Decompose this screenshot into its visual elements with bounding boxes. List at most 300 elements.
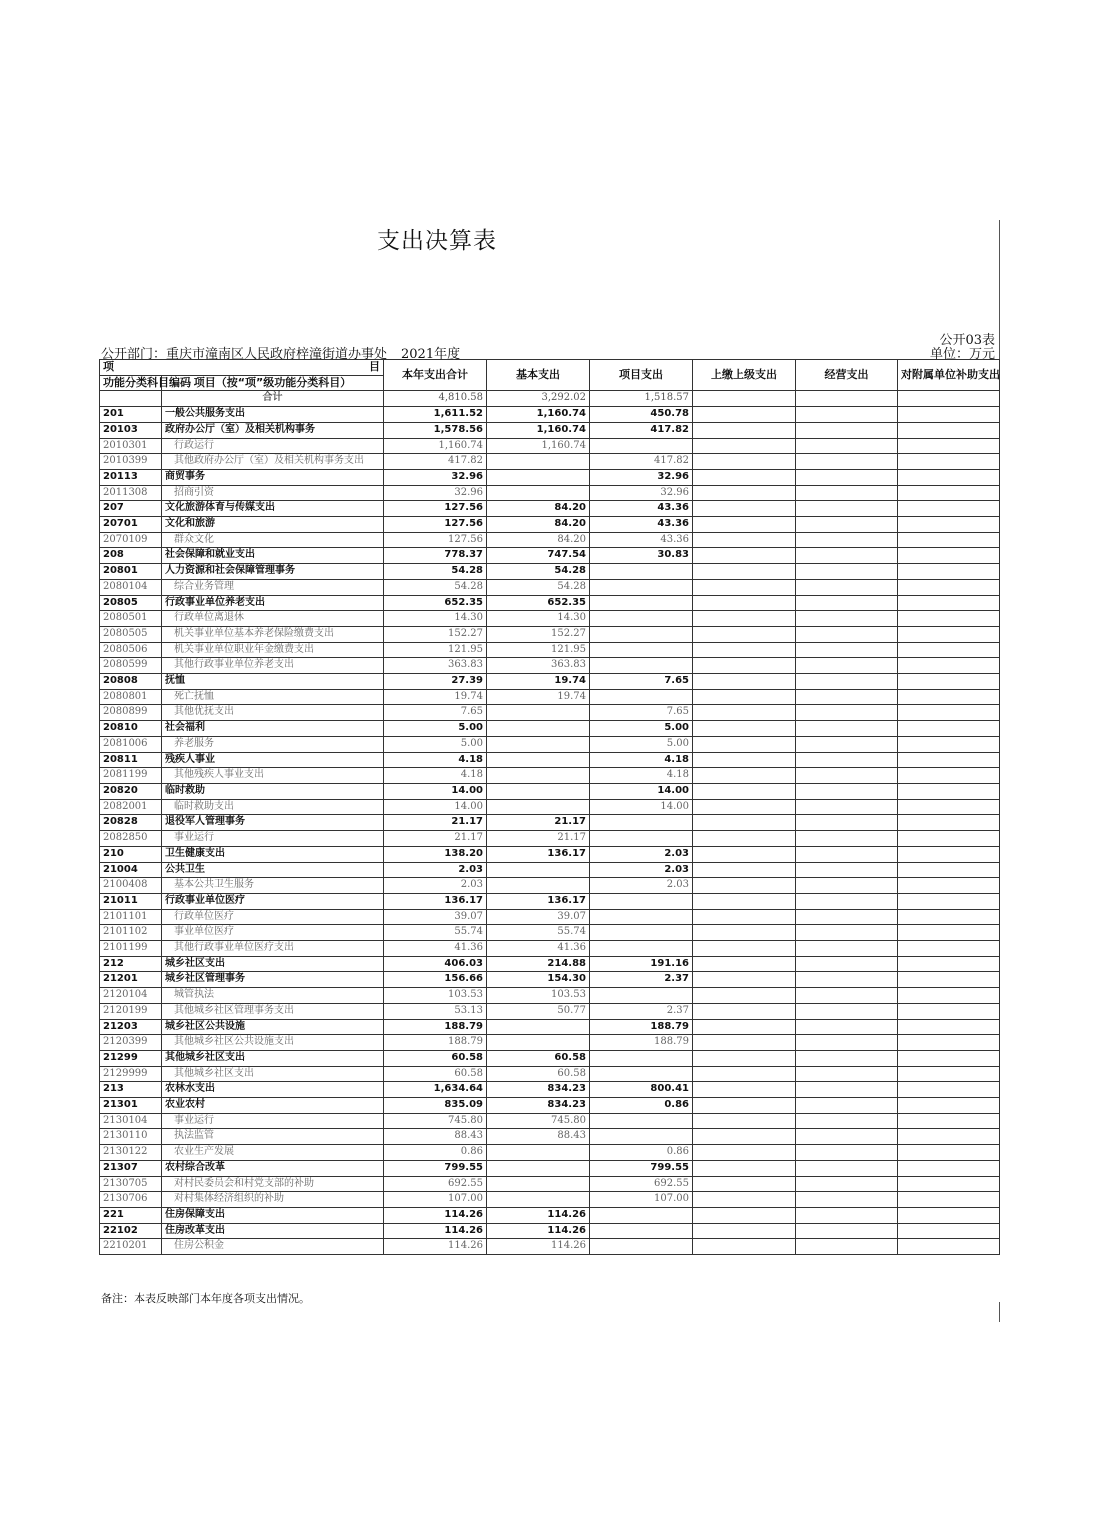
- subsidy-cell: [898, 1176, 1000, 1192]
- subsidy-cell: [898, 626, 1000, 642]
- upper-cell: [693, 1207, 796, 1223]
- subsidy-cell: [898, 517, 1000, 533]
- basic-cell: 363.83: [487, 658, 590, 674]
- header-upper: 上缴上级支出: [693, 360, 796, 391]
- name-cell: 死亡抚恤: [162, 689, 384, 705]
- total-cell: 114.26: [384, 1239, 487, 1255]
- code-cell: 21004: [100, 862, 162, 878]
- operate-cell: [796, 1082, 898, 1098]
- operate-cell: [796, 736, 898, 752]
- subsidy-cell: [898, 831, 1000, 847]
- subsidy-cell: [898, 721, 1000, 737]
- total-cell: 0.86: [384, 1145, 487, 1161]
- project-cell: [590, 595, 693, 611]
- name-cell: 综合业务管理: [162, 579, 384, 595]
- project-cell: 43.36: [590, 532, 693, 548]
- code-cell: 20810: [100, 721, 162, 737]
- subsidy-cell: [898, 893, 1000, 909]
- basic-cell: [487, 736, 590, 752]
- project-cell: 0.86: [590, 1145, 693, 1161]
- upper-cell: [693, 1160, 796, 1176]
- basic-cell: 1,160.74: [487, 422, 590, 438]
- table-row: [100, 1223, 1000, 1239]
- subsidy-cell: [898, 595, 1000, 611]
- basic-cell: 54.28: [487, 564, 590, 580]
- basic-cell: 114.26: [487, 1207, 590, 1223]
- upper-cell: [693, 407, 796, 423]
- table-row: [100, 1066, 1000, 1082]
- basic-cell: 84.20: [487, 517, 590, 533]
- total-cell: 136.17: [384, 893, 487, 909]
- table-row: [100, 454, 1000, 470]
- basic-cell: [487, 1176, 590, 1192]
- basic-cell: 19.74: [487, 674, 590, 690]
- operate-cell: [796, 862, 898, 878]
- upper-cell: [693, 548, 796, 564]
- total-cell: 14.00: [384, 783, 487, 799]
- project-cell: [590, 909, 693, 925]
- upper-cell: [693, 878, 796, 894]
- total-cell: 60.58: [384, 1050, 487, 1066]
- name-cell: 其他政府办公厅（室）及相关机构事务支出: [162, 454, 384, 470]
- table-row: [100, 1003, 1000, 1019]
- subsidy-cell: [898, 988, 1000, 1004]
- total-cell: 21.17: [384, 831, 487, 847]
- operate-cell: [796, 878, 898, 894]
- name-cell: 养老服务: [162, 736, 384, 752]
- code-cell: 22102: [100, 1223, 162, 1239]
- header-subsidy: 对附属单位补助支出: [898, 360, 1000, 391]
- subsidy-cell: [898, 1207, 1000, 1223]
- code-cell: 20103: [100, 422, 162, 438]
- code-cell: 2120199: [100, 1003, 162, 1019]
- table-row: [100, 548, 1000, 564]
- project-cell: [590, 1066, 693, 1082]
- table-row: [100, 1113, 1000, 1129]
- basic-cell: 50.77: [487, 1003, 590, 1019]
- code-cell: 20805: [100, 595, 162, 611]
- subsidy-cell: [898, 1066, 1000, 1082]
- code-cell: 212: [100, 956, 162, 972]
- table-row: [100, 878, 1000, 894]
- project-cell: 7.65: [590, 674, 693, 690]
- basic-cell: [487, 1160, 590, 1176]
- name-cell: 其他城乡社区支出: [162, 1050, 384, 1066]
- upper-cell: [693, 611, 796, 627]
- expenditure-table: [99, 359, 1000, 1255]
- upper-cell: [693, 391, 796, 407]
- table-row: [100, 846, 1000, 862]
- operate-cell: [796, 909, 898, 925]
- basic-cell: 3,292.02: [487, 391, 590, 407]
- project-cell: [590, 831, 693, 847]
- subsidy-cell: [898, 1098, 1000, 1114]
- subsidy-cell: [898, 925, 1000, 941]
- subsidy-cell: [898, 407, 1000, 423]
- subsidy-cell: [898, 548, 1000, 564]
- name-cell: 临时救助: [162, 783, 384, 799]
- upper-cell: [693, 815, 796, 831]
- name-cell: 其他行政事业单位养老支出: [162, 658, 384, 674]
- operate-cell: [796, 391, 898, 407]
- header-project: 项目支出: [590, 360, 693, 391]
- code-cell: 2080104: [100, 579, 162, 595]
- basic-cell: 54.28: [487, 579, 590, 595]
- basic-cell: [487, 783, 590, 799]
- subsidy-cell: [898, 438, 1000, 454]
- table-row: [100, 831, 1000, 847]
- table-row: [100, 768, 1000, 784]
- subsidy-cell: [898, 469, 1000, 485]
- total-cell: 41.36: [384, 941, 487, 957]
- project-cell: 14.00: [590, 783, 693, 799]
- upper-cell: [693, 768, 796, 784]
- operate-cell: [796, 815, 898, 831]
- basic-cell: 154.30: [487, 972, 590, 988]
- operate-cell: [796, 438, 898, 454]
- total-cell: 152.27: [384, 626, 487, 642]
- total-cell: 2.03: [384, 862, 487, 878]
- subsidy-cell: [898, 799, 1000, 815]
- project-cell: 450.78: [590, 407, 693, 423]
- code-cell: 21203: [100, 1019, 162, 1035]
- total-cell: 107.00: [384, 1192, 487, 1208]
- project-cell: 2.03: [590, 878, 693, 894]
- project-cell: 43.36: [590, 501, 693, 517]
- upper-cell: [693, 1003, 796, 1019]
- project-cell: [590, 893, 693, 909]
- subsidy-cell: [898, 689, 1000, 705]
- total-cell: 188.79: [384, 1019, 487, 1035]
- name-cell: 农村综合改革: [162, 1160, 384, 1176]
- name-cell: 事业单位医疗: [162, 925, 384, 941]
- project-cell: [590, 642, 693, 658]
- name-cell: 其他残疾人事业支出: [162, 768, 384, 784]
- header-mu: 目: [162, 360, 384, 376]
- table-row: [100, 407, 1000, 423]
- project-cell: 32.96: [590, 485, 693, 501]
- project-cell: 191.16: [590, 956, 693, 972]
- code-cell: 20811: [100, 752, 162, 768]
- total-cell: 32.96: [384, 469, 487, 485]
- subsidy-cell: [898, 1050, 1000, 1066]
- upper-cell: [693, 862, 796, 878]
- code-cell: 20820: [100, 783, 162, 799]
- name-cell: 其他优抚支出: [162, 705, 384, 721]
- total-cell: 1,611.52: [384, 407, 487, 423]
- project-cell: 2.37: [590, 1003, 693, 1019]
- name-cell: 行政事业单位医疗: [162, 893, 384, 909]
- basic-cell: 84.20: [487, 532, 590, 548]
- subsidy-cell: [898, 1223, 1000, 1239]
- name-cell: 基本公共卫生服务: [162, 878, 384, 894]
- code-cell: 2130706: [100, 1192, 162, 1208]
- project-cell: [590, 626, 693, 642]
- upper-cell: [693, 1035, 796, 1051]
- upper-cell: [693, 956, 796, 972]
- upper-cell: [693, 1098, 796, 1114]
- code-cell: 2120399: [100, 1035, 162, 1051]
- name-cell: 农业生产发展: [162, 1145, 384, 1161]
- name-cell: 其他行政事业单位医疗支出: [162, 941, 384, 957]
- total-cell: 103.53: [384, 988, 487, 1004]
- name-cell: 政府办公厅（室）及相关机构事务: [162, 422, 384, 438]
- operate-cell: [796, 1019, 898, 1035]
- basic-cell: 60.58: [487, 1066, 590, 1082]
- basic-cell: 114.26: [487, 1239, 590, 1255]
- name-cell: 临时救助支出: [162, 799, 384, 815]
- basic-cell: [487, 469, 590, 485]
- code-cell: 2101102: [100, 925, 162, 941]
- total-cell: 14.00: [384, 799, 487, 815]
- project-cell: 188.79: [590, 1035, 693, 1051]
- operate-cell: [796, 831, 898, 847]
- code-cell: 208: [100, 548, 162, 564]
- project-cell: [590, 611, 693, 627]
- subsidy-cell: [898, 815, 1000, 831]
- total-cell: 1,634.64: [384, 1082, 487, 1098]
- name-cell: 城乡社区支出: [162, 956, 384, 972]
- operate-cell: [796, 658, 898, 674]
- project-cell: 2.03: [590, 846, 693, 862]
- total-cell: 745.80: [384, 1113, 487, 1129]
- name-cell: 社会保障和就业支出: [162, 548, 384, 564]
- table-row: [100, 815, 1000, 831]
- project-cell: 417.82: [590, 454, 693, 470]
- table-row: [100, 1192, 1000, 1208]
- upper-cell: [693, 454, 796, 470]
- subsidy-cell: [898, 485, 1000, 501]
- basic-cell: 136.17: [487, 846, 590, 862]
- subsidy-cell: [898, 783, 1000, 799]
- total-cell: 188.79: [384, 1035, 487, 1051]
- basic-cell: 121.95: [487, 642, 590, 658]
- name-cell: 其他城乡社区公共设施支出: [162, 1035, 384, 1051]
- code-cell: 221: [100, 1207, 162, 1223]
- total-cell: 417.82: [384, 454, 487, 470]
- project-cell: [590, 1223, 693, 1239]
- code-cell: 21299: [100, 1050, 162, 1066]
- upper-cell: [693, 736, 796, 752]
- subsidy-cell: [898, 422, 1000, 438]
- header-name: 项目（按“项”级功能分类科目）: [162, 375, 384, 391]
- table-row: [100, 642, 1000, 658]
- name-cell: 机关事业单位基本养老保险缴费支出: [162, 626, 384, 642]
- table-row: [100, 485, 1000, 501]
- header-total: 本年支出合计: [384, 360, 487, 391]
- upper-cell: [693, 1223, 796, 1239]
- name-cell: 群众文化: [162, 532, 384, 548]
- basic-cell: [487, 721, 590, 737]
- table-row: [100, 972, 1000, 988]
- project-cell: 0.86: [590, 1098, 693, 1114]
- upper-cell: [693, 595, 796, 611]
- table-row: [100, 532, 1000, 548]
- upper-cell: [693, 1066, 796, 1082]
- operate-cell: [796, 1192, 898, 1208]
- upper-cell: [693, 799, 796, 815]
- table-row: [100, 752, 1000, 768]
- basic-cell: 1,160.74: [487, 438, 590, 454]
- total-cell: 54.28: [384, 564, 487, 580]
- name-cell: 住房公积金: [162, 1239, 384, 1255]
- upper-cell: [693, 626, 796, 642]
- operate-cell: [796, 941, 898, 957]
- fiscal-year: 2021年度: [401, 347, 461, 362]
- code-cell: 2210201: [100, 1239, 162, 1255]
- total-cell: 21.17: [384, 815, 487, 831]
- name-cell: 农业农村: [162, 1098, 384, 1114]
- total-cell: 363.83: [384, 658, 487, 674]
- total-cell: 127.56: [384, 517, 487, 533]
- basic-cell: 88.43: [487, 1129, 590, 1145]
- name-cell: 抚恤: [162, 674, 384, 690]
- operate-cell: [796, 674, 898, 690]
- table-row: [100, 1035, 1000, 1051]
- page-title: 支出决算表: [377, 228, 497, 254]
- upper-cell: [693, 642, 796, 658]
- project-cell: [590, 658, 693, 674]
- operate-cell: [796, 972, 898, 988]
- operate-cell: [796, 1129, 898, 1145]
- subsidy-cell: [898, 972, 1000, 988]
- basic-cell: 834.23: [487, 1098, 590, 1114]
- operate-cell: [796, 422, 898, 438]
- project-cell: 417.82: [590, 422, 693, 438]
- name-cell: 城管执法: [162, 988, 384, 1004]
- code-cell: 20113: [100, 469, 162, 485]
- project-cell: 4.18: [590, 752, 693, 768]
- subsidy-cell: [898, 752, 1000, 768]
- basic-cell: [487, 1035, 590, 1051]
- code-cell: 2080599: [100, 658, 162, 674]
- project-cell: 2.37: [590, 972, 693, 988]
- name-cell: 行政运行: [162, 438, 384, 454]
- project-cell: 107.00: [590, 1192, 693, 1208]
- code-cell: 2120104: [100, 988, 162, 1004]
- subsidy-cell: [898, 658, 1000, 674]
- total-cell: 835.09: [384, 1098, 487, 1114]
- code-cell: 2130122: [100, 1145, 162, 1161]
- upper-cell: [693, 1019, 796, 1035]
- operate-cell: [796, 783, 898, 799]
- total-cell: 778.37: [384, 548, 487, 564]
- table-row: [100, 579, 1000, 595]
- total-cell: 55.74: [384, 925, 487, 941]
- name-cell: 机关事业单位职业年金缴费支出: [162, 642, 384, 658]
- basic-cell: [487, 1192, 590, 1208]
- project-cell: 43.36: [590, 517, 693, 533]
- header-operate: 经营支出: [796, 360, 898, 391]
- project-cell: [590, 925, 693, 941]
- basic-cell: 60.58: [487, 1050, 590, 1066]
- table-row: [100, 1176, 1000, 1192]
- operate-cell: [796, 564, 898, 580]
- table-row: [100, 1129, 1000, 1145]
- total-cell: 138.20: [384, 846, 487, 862]
- project-cell: [590, 941, 693, 957]
- total-cell: 5.00: [384, 736, 487, 752]
- project-cell: 7.65: [590, 705, 693, 721]
- basic-cell: [487, 752, 590, 768]
- code-cell: 213: [100, 1082, 162, 1098]
- operate-cell: [796, 1145, 898, 1161]
- table-row: [100, 1098, 1000, 1114]
- name-cell: 事业运行: [162, 831, 384, 847]
- code-cell: 2011308: [100, 485, 162, 501]
- total-cell: 2.03: [384, 878, 487, 894]
- basic-cell: 19.74: [487, 689, 590, 705]
- total-cell: 4.18: [384, 768, 487, 784]
- subsidy-cell: [898, 862, 1000, 878]
- upper-cell: [693, 705, 796, 721]
- project-cell: 692.55: [590, 1176, 693, 1192]
- name-cell: 住房改革支出: [162, 1223, 384, 1239]
- operate-cell: [796, 579, 898, 595]
- table-row: [100, 1145, 1000, 1161]
- code-cell: 201: [100, 407, 162, 423]
- table-row: [100, 611, 1000, 627]
- upper-cell: [693, 893, 796, 909]
- operate-cell: [796, 956, 898, 972]
- project-cell: [590, 815, 693, 831]
- operate-cell: [796, 454, 898, 470]
- upper-cell: [693, 1192, 796, 1208]
- code-cell: 2129999: [100, 1066, 162, 1082]
- operate-cell: [796, 925, 898, 941]
- table-row: [100, 909, 1000, 925]
- basic-cell: [487, 768, 590, 784]
- project-cell: [590, 564, 693, 580]
- code-cell: 20701: [100, 517, 162, 533]
- operate-cell: [796, 768, 898, 784]
- subsidy-cell: [898, 1129, 1000, 1145]
- table-row: [100, 658, 1000, 674]
- code-cell: [100, 391, 162, 407]
- project-cell: 2.03: [590, 862, 693, 878]
- upper-cell: [693, 941, 796, 957]
- basic-cell: 745.80: [487, 1113, 590, 1129]
- subsidy-cell: [898, 1003, 1000, 1019]
- table-row: [100, 862, 1000, 878]
- subsidy-cell: [898, 454, 1000, 470]
- unit-label: 单位：万元: [929, 347, 995, 362]
- table-row: [100, 501, 1000, 517]
- upper-cell: [693, 564, 796, 580]
- table-row: [100, 1050, 1000, 1066]
- table-row: [100, 893, 1000, 909]
- total-cell: 4.18: [384, 752, 487, 768]
- total-cell: 60.58: [384, 1066, 487, 1082]
- operate-cell: [796, 1003, 898, 1019]
- subsidy-cell: [898, 878, 1000, 894]
- project-cell: 799.55: [590, 1160, 693, 1176]
- name-cell: 行政单位离退休: [162, 611, 384, 627]
- operate-cell: [796, 469, 898, 485]
- code-cell: 21011: [100, 893, 162, 909]
- basic-cell: 152.27: [487, 626, 590, 642]
- code-cell: 2070109: [100, 532, 162, 548]
- total-cell: 1,578.56: [384, 422, 487, 438]
- basic-cell: [487, 1145, 590, 1161]
- project-cell: [590, 988, 693, 1004]
- header-xiang: 项: [100, 360, 162, 376]
- subsidy-cell: [898, 1019, 1000, 1035]
- code-cell: 20801: [100, 564, 162, 580]
- upper-cell: [693, 1050, 796, 1066]
- total-cell: 406.03: [384, 956, 487, 972]
- subsidy-cell: [898, 1145, 1000, 1161]
